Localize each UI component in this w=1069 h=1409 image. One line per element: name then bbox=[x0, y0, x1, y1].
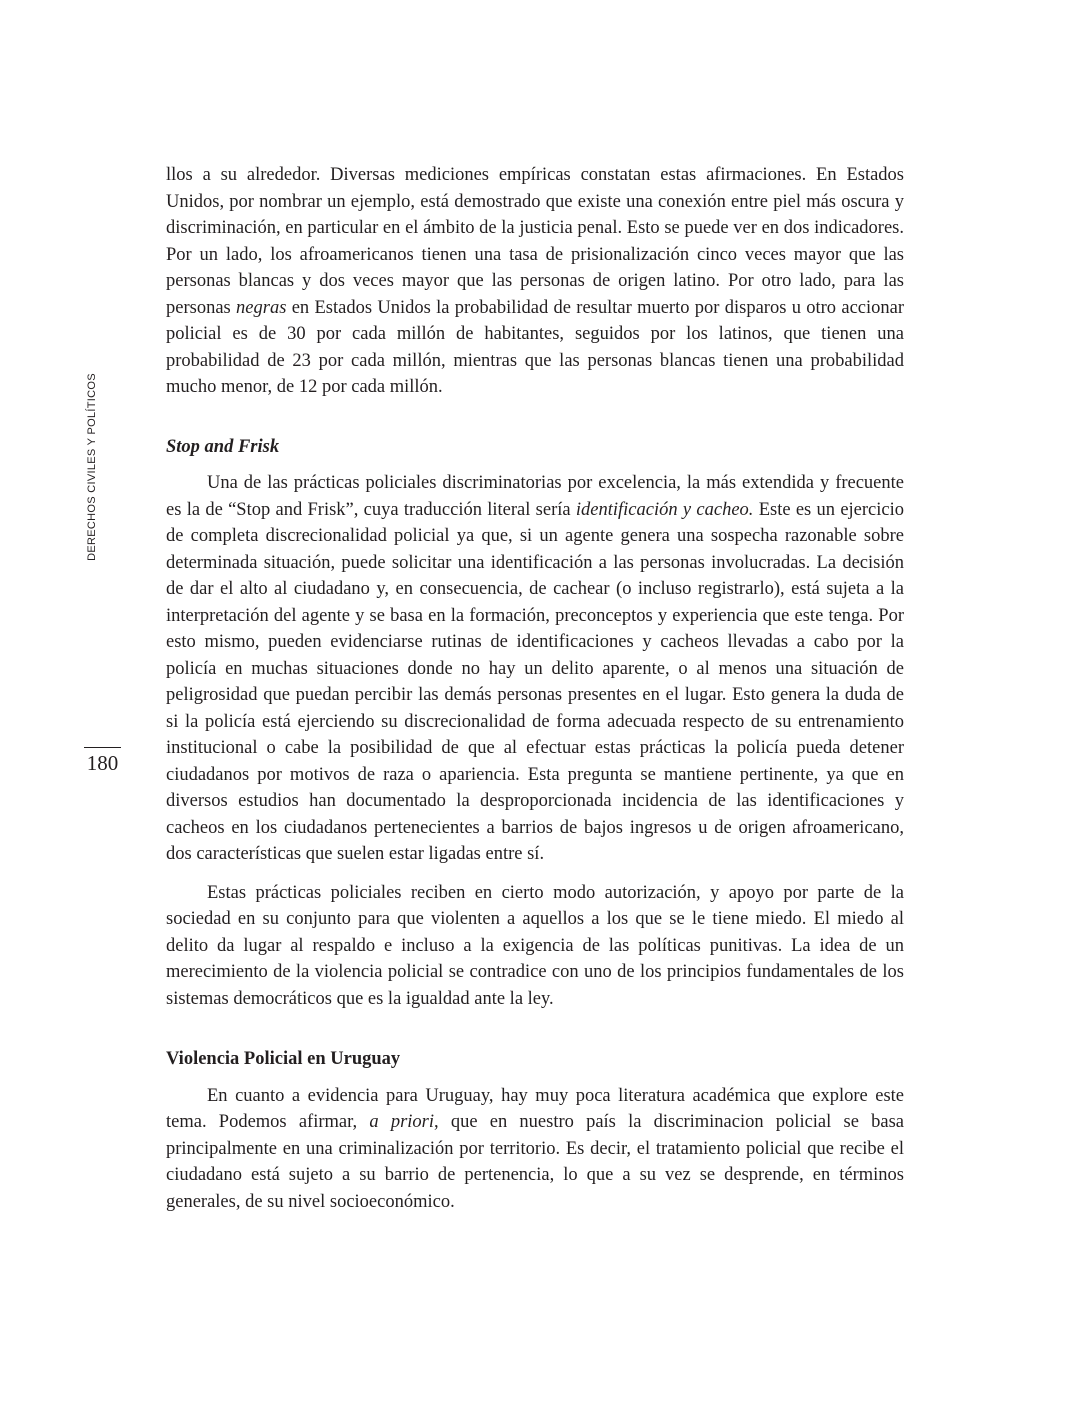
paragraph-4-italic: a priori bbox=[369, 1112, 434, 1132]
page-number: 180 bbox=[86, 751, 119, 775]
paragraph-4-text-c: , que en nuestro país la discriminacion policial se basa principalmente en una criminalización por territorio. Es decir, el tratamiento policial que recibe el ciudadano está sujeto a su barrio de pertenencia, lo que a su vez se desprende, en términos generales, de su nivel socioeconómico. bbox=[166, 1112, 904, 1212]
paragraph-1 bbox=[166, 162, 904, 401]
heading-violencia-policial-uruguay: Violencia Policial en Uruguay bbox=[166, 1049, 401, 1069]
paragraph-4-text-a: En cuanto a evidencia para Uruguay, hay muy poca literatura académica que explore este tema. Podemos afirmar, bbox=[166, 1085, 904, 1132]
paragraph-3: Estas prácticas policiales reciben en cierto modo autorización, y apoyo por parte de la sociedad en su conjunto para que violenten a aquellos a los que se le tiene miedo. El miedo al delito da lugar al respaldo e incluso a la exigencia de las políticas punitivas. La idea de un merecimiento de la violencia policial se contradice con uno de los principios fundamentales de los sistemas democráticos que es la igualdad ante la ley. bbox=[166, 882, 904, 1009]
paragraph-2-text-a: Una de las prácticas policiales discriminatorias por excelencia, la más extendida y frecuente es la de “Stop and Frisk”, cuya traducción literal sería bbox=[166, 473, 904, 520]
page-number-rule bbox=[84, 747, 121, 748]
running-head bbox=[82, 372, 102, 562]
paragraph-1-text-c: en Estados Unidos la probabilidad de resultar muerto por disparos u otro accionar policial es de 30 por cada millón de habitantes, seguidos por los latinos, que tienen una probabilidad de 23 por cada millón, mientras que las personas blancas tienen una probabilidad mucho menor, de 12 por cada millón. bbox=[166, 297, 905, 397]
paragraph-1-italic: negras bbox=[236, 297, 287, 318]
paragraph-4 bbox=[166, 1083, 904, 1216]
running-head-text: DERECHOS CIVILES Y POLÍTICOS bbox=[86, 373, 98, 561]
body-text bbox=[166, 162, 904, 1215]
paragraph-2-italic: identificación y cacheo. bbox=[575, 499, 754, 520]
paragraph-2-text-c: Este es un ejercicio de completa discrecionalidad policial ya que, si un agente genera una sospecha razonable sobre determinada situación, puede solicitar una identificación a las personas involucradas. La decisión de dar el alto al ciudadano y, en consecuencia, de cachear (o incluso registrarlo), está sujeta a la interpretación del agente y se basa en la formación, preconceptos y experiencia que este tenga. Por esto mismo, pueden evidenciarse rutinas de identificaciones y cacheos llevadas a cabo por la policía en muchas situaciones donde no hay un delito aparente, o al menos una situación de peligrosidad que puedan percibir las demás personas presentes en el lugar. Esto genera la duda de si la policía está ejerciendo su discrecionalidad de forma adecuada respecto de su entrenamiento institucional o cabe la posibilidad de que al efectuar estas prácticas la policía pueda detener ciudadanos por motivos de raza o apariencia. Esta pregunta se mantiene pertinente, ya que en diversos estudios han documentado la desproporcionada incidencia de las identificaciones y cacheos en los ciudadanos pertenecientes a barrios de bajos ingresos u de origen afroamericano, dos características que suelen estar ligadas entre sí. bbox=[166, 499, 905, 864]
paragraph-2 bbox=[166, 470, 904, 868]
paragraph-1-text-a: llos a su alrededor. Diversas mediciones empíricas constatan estas afirmaciones. En Estados Unidos, por nombrar un ejemplo, está demostrado que existe una conexión entre piel más oscura y discriminación, en particular en el ámbito de la justicia penal. Esto se puede ver en dos indicadores. Por un lado, los afroamericanos tienen una tasa de prisionalización cinco veces mayor que las personas blancas y dos veces mayor que las personas de origen latino. Por otro lado, para las personas bbox=[166, 165, 904, 318]
heading-stop-and-frisk: Stop and Frisk bbox=[166, 436, 280, 457]
